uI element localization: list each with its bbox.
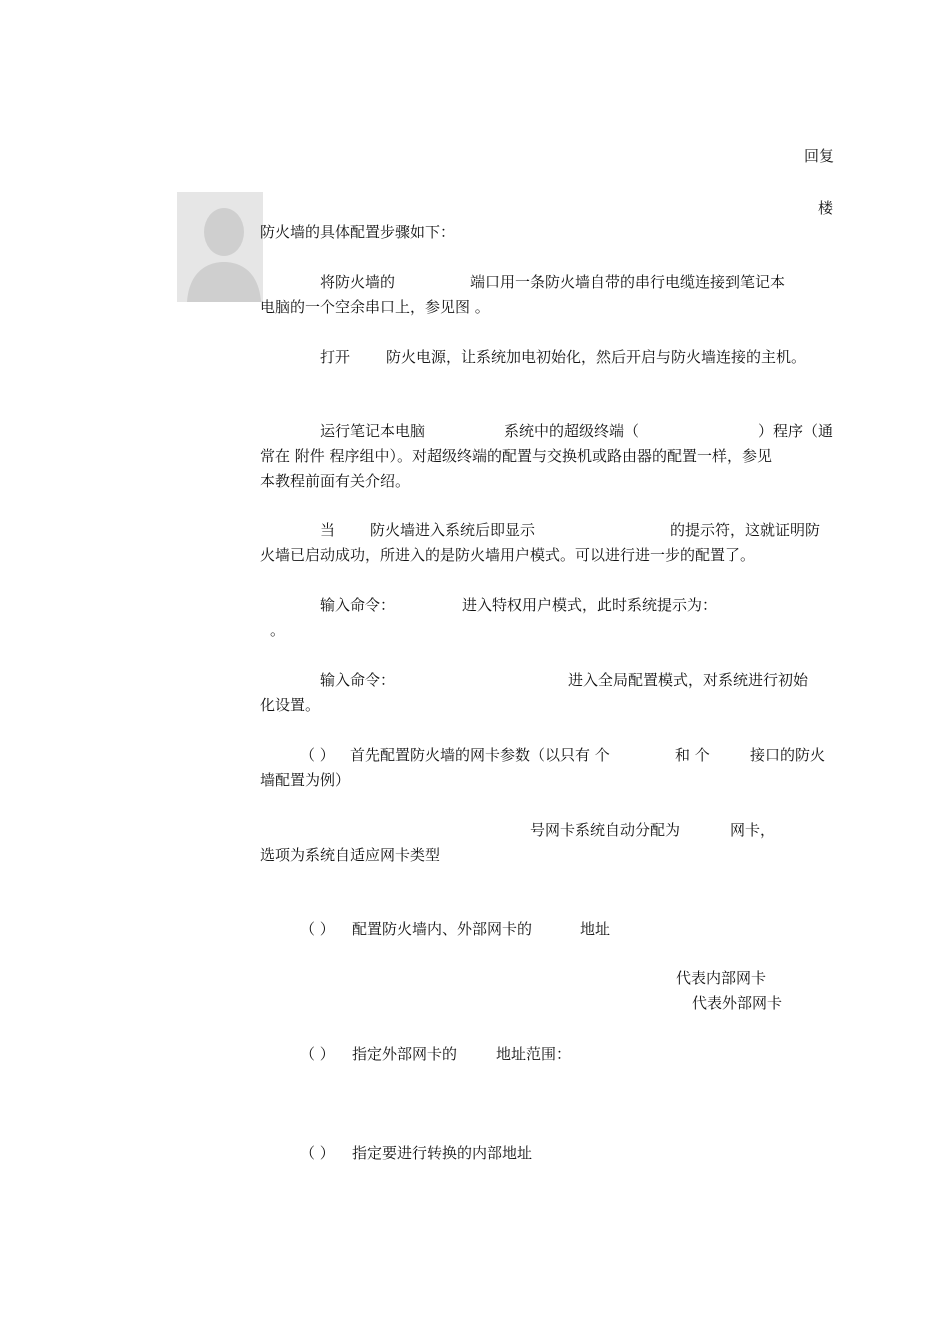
reply-link[interactable]: 回复 [804,147,835,165]
nic-text-a: 号网卡系统自动分配为 [530,821,681,839]
step3-text-b: 系统中的超级终端（ [504,422,640,440]
sub2-text-b: 地址 [580,920,611,938]
step2-text-a: 打开 [320,348,351,366]
sub3-number: （ ） [300,1045,335,1063]
floor-label: 楼 [818,199,834,217]
step4-text-b: 防火墙进入系统后即显示 [370,521,536,539]
post-title: 防火墙的具体配置步骤如下： [260,223,456,241]
step1-text-b: 端口用一条防火墙自带的串行电缆连接到笔记本 [470,273,786,291]
step4-text-d: 火墙已启动成功，所进入的是防火墙用户模式。可以进行进一步的配置了。 [260,546,756,564]
note-inside: 代表内部网卡 [676,969,767,987]
step1-text-c: 电脑的一个空余串口上，参见图 。 [260,298,490,316]
step3-text-c: ）程序（通 [758,422,834,440]
step5-text-b: 进入特权用户模式，此时系统提示为： [462,596,718,614]
sub1-text-b: 和 个 [675,746,710,764]
step1-text-a: 将防火墙的 [320,273,396,291]
sub3-text-a: 指定外部网卡的 [352,1045,458,1063]
sub2-number: （ ） [300,920,335,938]
nic-text-b: 网卡， [730,821,776,839]
sub1-text-d: 墙配置为例） [260,771,351,789]
step5-text-c: 。 [270,621,286,639]
step4-text-a: 当 [320,521,336,539]
nic-text-c: 选项为系统自适应网卡类型 [260,846,441,864]
avatar[interactable] [177,192,263,302]
sub1-text-a: 首先配置防火墙的网卡参数（以只有 个 [350,746,610,764]
step6-text-c: 化设置。 [260,696,321,714]
step6-text-a: 输入命令： [320,671,396,689]
sub4-text: 指定要进行转换的内部地址 [352,1144,533,1162]
step6-text-b: 进入全局配置模式，对系统进行初始 [568,671,809,689]
sub4-number: （ ） [300,1144,335,1162]
sub2-text-a: 配置防火墙内、外部网卡的 [352,920,533,938]
user-silhouette-icon [177,192,263,302]
step3-text-e: 本教程前面有关介绍。 [260,472,411,490]
step3-text-a: 运行笔记本电脑 [320,422,426,440]
step4-text-c: 的提示符，这就证明防 [670,521,821,539]
step2-text-b: 防火电源，让系统加电初始化，然后开启与防火墙连接的主机。 [386,348,807,366]
step3-text-d: 常在 附件 程序组中）。对超级终端的配置与交换机或路由器的配置一样，参见 [260,447,773,465]
step5-text-a: 输入命令： [320,596,396,614]
sub3-text-b: 地址范围： [496,1045,572,1063]
sub1-text-c: 接口的防火 [750,746,826,764]
sub1-number: （ ） [300,746,335,764]
note-outside: 代表外部网卡 [692,994,783,1012]
